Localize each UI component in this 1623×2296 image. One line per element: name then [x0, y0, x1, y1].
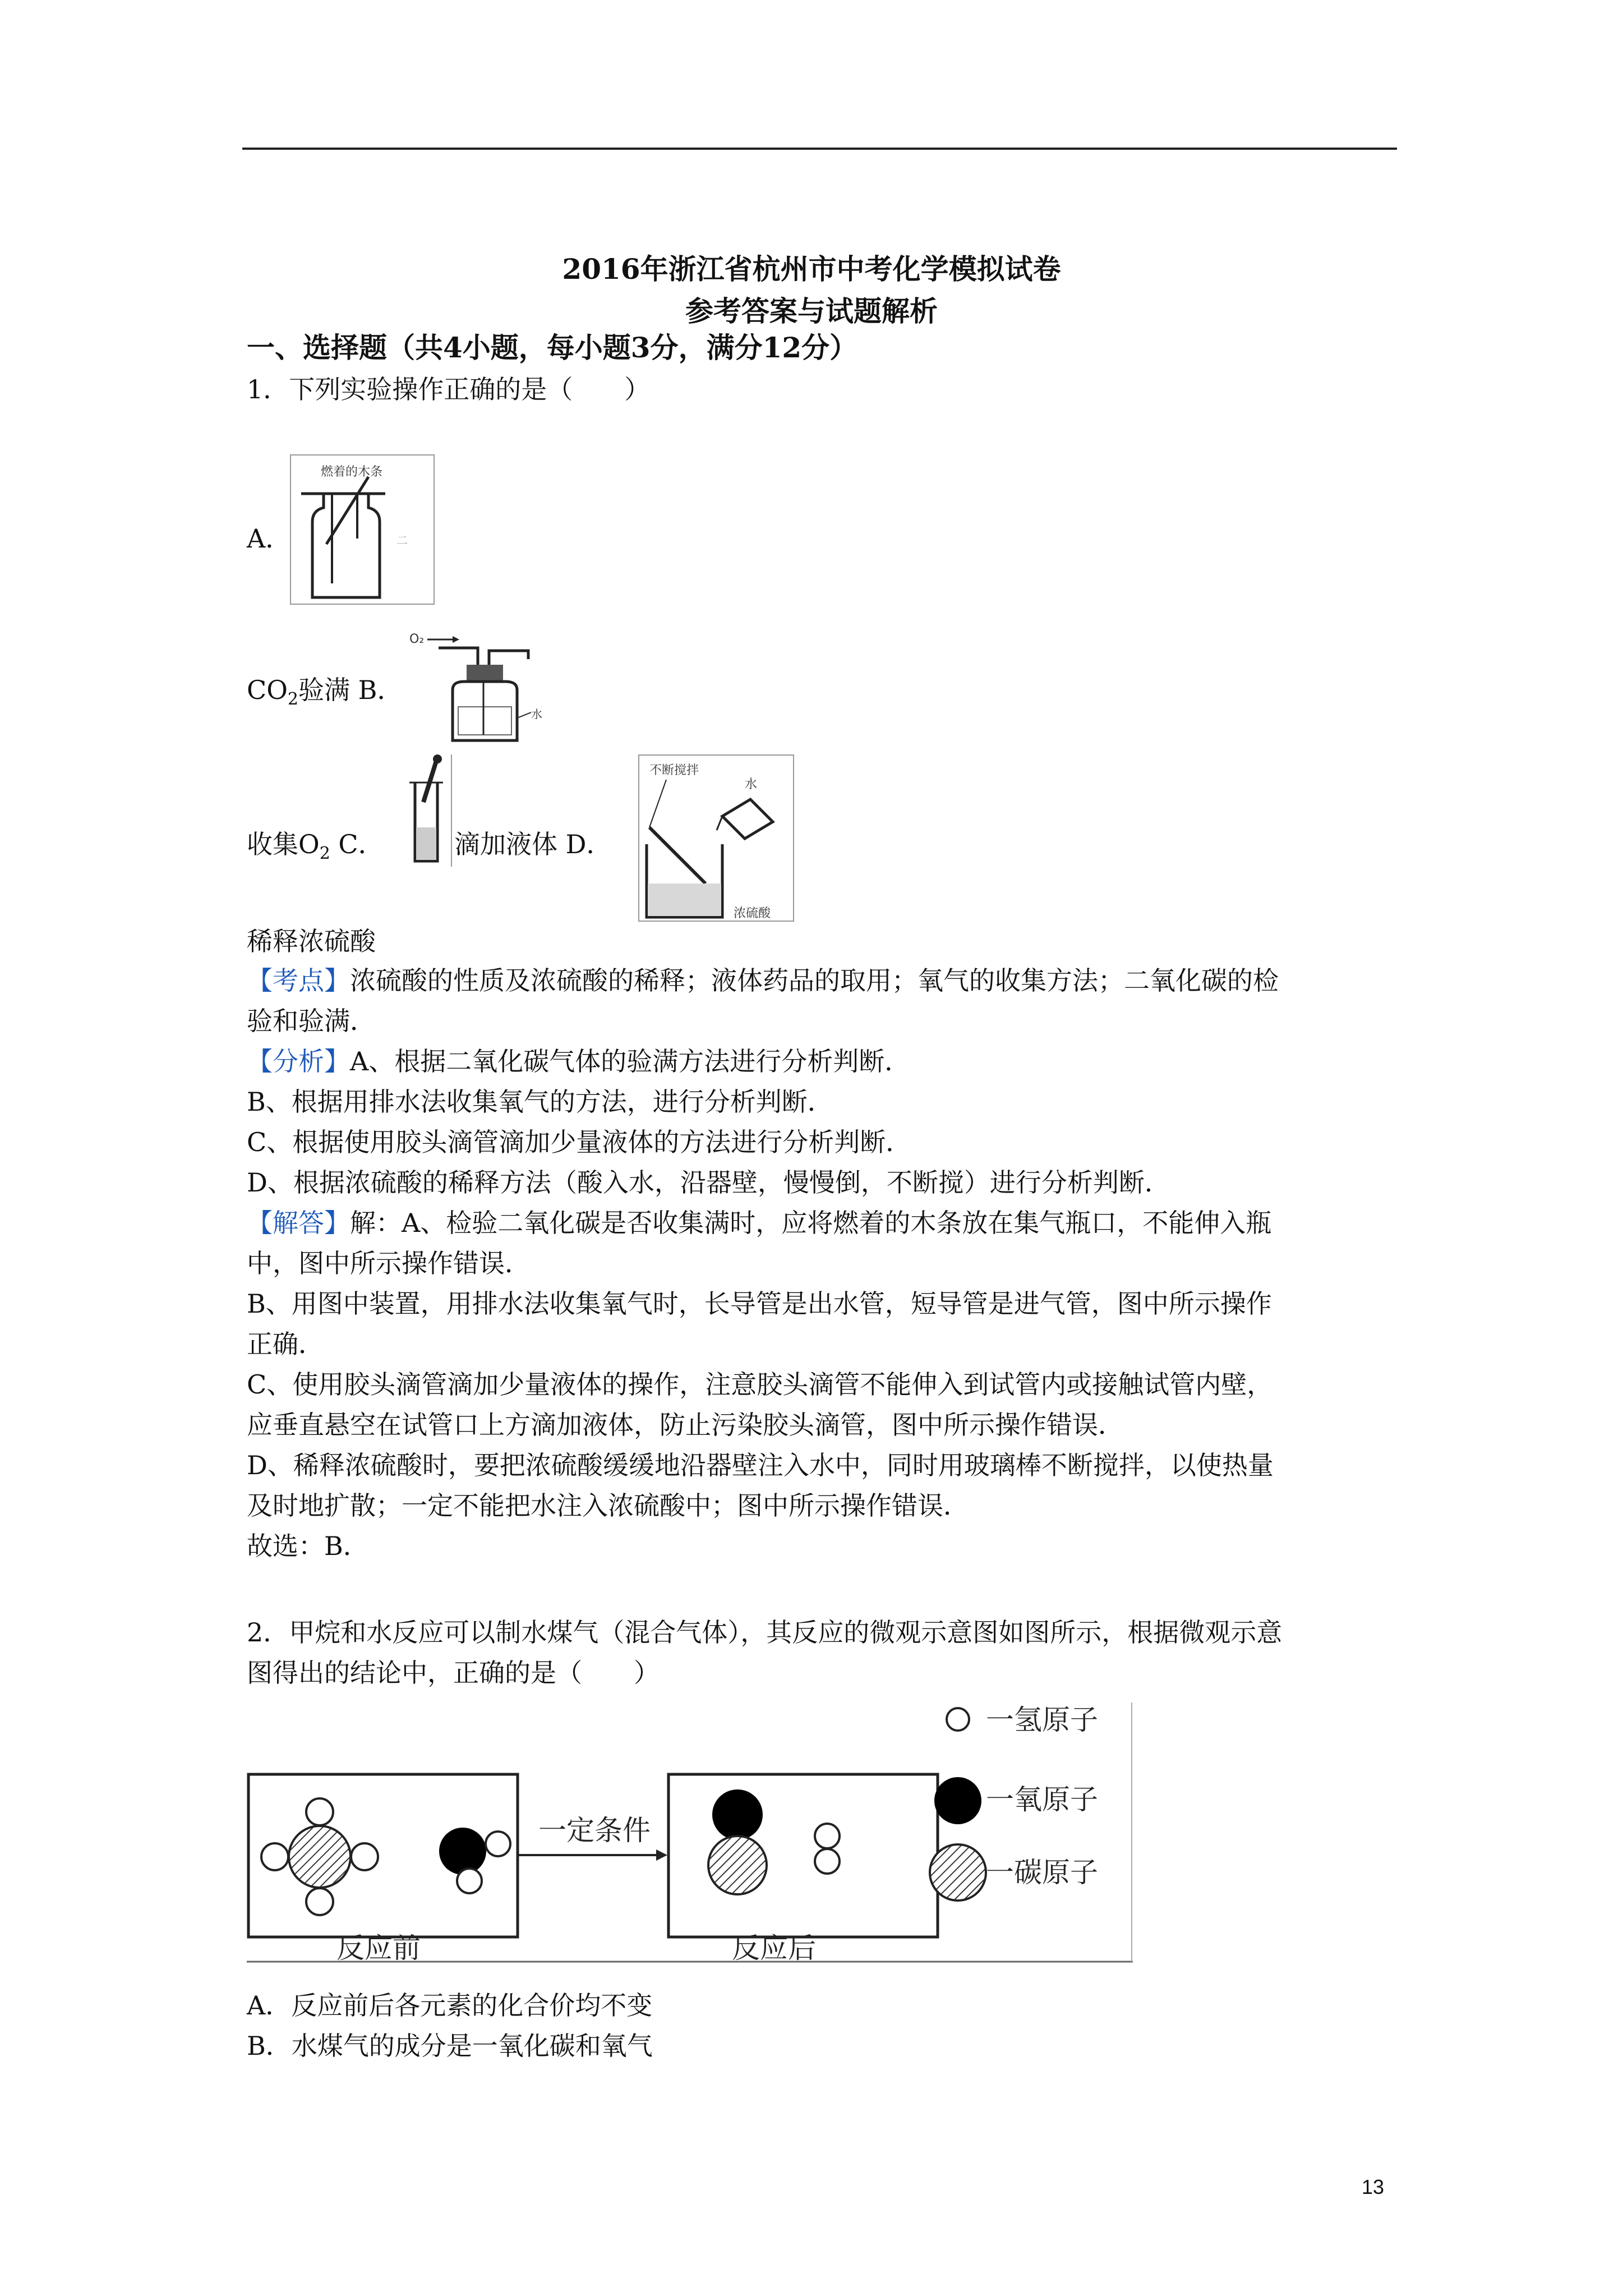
- q1-caption-c: 滴加液体 D．: [454, 829, 612, 859]
- after-label: 反应后: [732, 1932, 816, 1963]
- q1-jieda-2: 中，图中所示操作错误．: [247, 1248, 531, 1278]
- oxygen-atom: [712, 1789, 763, 1840]
- hydrogen-atom: [306, 1798, 333, 1825]
- q2-option-b: B．水煤气的成分是一氧化碳和氧气: [247, 2031, 653, 2061]
- svg-text:浓硫酸: 浓硫酸: [734, 907, 771, 921]
- hydrogen-atom: [261, 1843, 288, 1870]
- q2-stem-2: 图得出的结论中，正确的是（ ）: [247, 1658, 660, 1688]
- svg-text:O₂: O₂: [409, 632, 425, 646]
- q1-jieda-7: D、稀释浓硫酸时，要把浓硫酸缓缓地沿器壁注入水中，同时用玻璃棒不断搅拌，以使热量: [247, 1450, 1274, 1480]
- hydrogen-atom: [815, 1849, 840, 1874]
- q1-fenxi-2: B、根据用排水法收集氧气的方法，进行分析判断．: [247, 1087, 833, 1117]
- q2-stem-1: 2．甲烷和水反应可以制水煤气（混合气体），其反应的微观示意图如图所示，根据微观示意: [247, 1617, 1283, 1648]
- svg-text:水: 水: [531, 707, 542, 721]
- q1-caption-b: 收集$O_2$ C．: [247, 829, 384, 864]
- carbon-atom: [289, 1826, 351, 1888]
- hydrogen-atom: [351, 1843, 378, 1870]
- figure-a-label: 燃着的木条: [321, 465, 383, 479]
- legend-oxygen: 一氧原子: [986, 1783, 1098, 1816]
- hydrogen-atom: [815, 1824, 840, 1848]
- q1-fenxi-1: 【分析】A、根据二氧化碳气体的验满方法进行分析判断．: [247, 1046, 911, 1076]
- figure-a-co2-check: [290, 454, 436, 606]
- legend-hydrogen: 一氢原子: [986, 1704, 1098, 1736]
- doc-subtitle: 参考答案与试题解析: [685, 295, 938, 328]
- q1-jieda-8: 及时地扩散；一定不能把水注入浓硫酸中；图中所示操作错误．: [247, 1490, 969, 1521]
- q2-option-a: A．反应前后各元素的化合价均不变: [247, 1990, 653, 2021]
- q1-caption-a: $CO_2$验满 B．: [247, 675, 403, 710]
- q1-stem: 1．下列实验操作正确的是（ ）: [247, 374, 651, 404]
- figure-d-dilute-acid: [638, 754, 795, 923]
- before-label: 反应前: [336, 1932, 421, 1963]
- legend-hydrogen-icon: [947, 1708, 969, 1731]
- legend-carbon: 一碳原子: [986, 1856, 1098, 1889]
- q1-option-a-label: A．: [247, 523, 292, 554]
- q1-jieda-6: 应垂直悬空在试管口上方滴加液体，防止污染胶头滴管，图中所示操作错误．: [247, 1410, 1124, 1440]
- svg-text:二: 二: [396, 533, 408, 547]
- doc-title: 2016年浙江省杭州市中考化学模拟试卷: [562, 252, 1061, 286]
- q1-jieda-5: C、使用胶头滴管滴加少量液体的操作，注意胶头滴管不能伸入到试管内或接触试管内壁，: [247, 1369, 1273, 1400]
- page-number: 13: [1362, 2175, 1385, 2198]
- q1-fenxi-3: C、根据使用胶头滴管滴加少量液体的方法进行分析判断．: [247, 1127, 912, 1157]
- hydrogen-atom: [457, 1869, 482, 1893]
- section-heading: 一、选择题（共4小题，每小题3分，满分12分）: [247, 331, 858, 364]
- q1-jieda-3: B、用图中装置，用排水法收集氧气时，长导管是出水管，短导管是进气管，图中所示操作: [247, 1289, 1272, 1319]
- svg-text:不断搅拌: 不断搅拌: [649, 763, 699, 777]
- q1-kaodian-1: 【考点】浓硫酸的性质及浓硫酸的稀释；液体药品的取用；氧气的收集方法；二氧化碳的检: [247, 965, 1279, 996]
- hydrogen-atom: [306, 1888, 333, 1915]
- figure-c-dropper: [404, 754, 457, 867]
- hydrogen-atom: [486, 1832, 510, 1856]
- header-rule: [242, 148, 1397, 150]
- q1-fenxi-4: D、根据浓硫酸的稀释方法（酸入水，沿器壁，慢慢倒，不断搅）进行分析判断．: [247, 1167, 1170, 1198]
- reaction-condition: 一定条件: [538, 1814, 651, 1847]
- q1-caption-d: 稀释浓硫酸: [247, 926, 376, 956]
- legend-carbon-icon: [930, 1844, 986, 1901]
- q1-kaodian-2: 验和验满．: [247, 1006, 376, 1036]
- q1-jieda-4: 正确．: [247, 1329, 324, 1359]
- svg-text:水: 水: [745, 777, 758, 792]
- carbon-atom: [708, 1836, 767, 1894]
- legend-oxygen-icon: [934, 1777, 981, 1824]
- q1-jieda-1: 【解答】解：A、检验二氧化碳是否收集满时，应将燃着的木条放在集气瓶口，不能伸入瓶: [247, 1208, 1272, 1238]
- figure-b-collect-o2: [405, 623, 542, 746]
- reaction-diagram: [247, 1703, 1133, 1963]
- oxygen-atom: [439, 1828, 486, 1875]
- q1-answer: 故选：B．: [247, 1531, 369, 1561]
